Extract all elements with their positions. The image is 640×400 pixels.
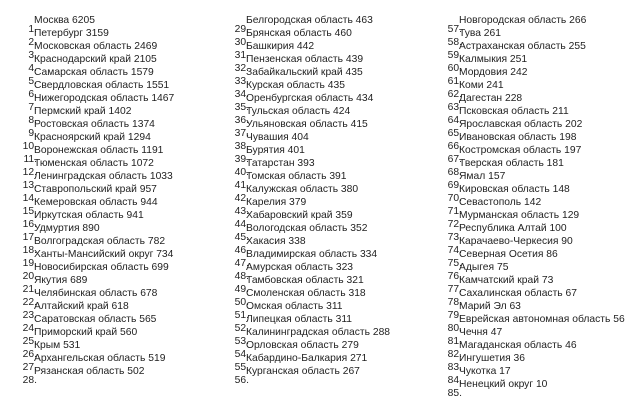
list-item-number-text: 79. xyxy=(447,310,462,321)
list-item-number-text: 16. xyxy=(22,219,37,230)
list-item-label: Хабаровский край 359 xyxy=(246,210,353,221)
list-item-number-text: 6. xyxy=(28,89,37,100)
list-item-label: Удмуртия 890 xyxy=(34,223,100,234)
list-item-label: Ростовская область 1374 xyxy=(34,119,155,130)
list-item-number-text: 35. xyxy=(234,102,249,113)
list-item-number-text: 5. xyxy=(28,76,37,87)
list-item-number-text: 77. xyxy=(447,284,462,295)
list-item-number-text: 74. xyxy=(447,245,462,256)
list-item-number-text: 42. xyxy=(234,193,249,204)
list-item-label: Пермский край 1402 xyxy=(34,106,132,117)
list-item-label: Карачаево-Черкесия 90 xyxy=(459,236,573,247)
list-item-label: Чувашия 404 xyxy=(246,132,309,143)
list-item-label: Крым 531 xyxy=(34,340,81,351)
list-item-label: Тульская область 424 xyxy=(246,106,351,117)
list-item-number-text: 68. xyxy=(447,167,462,178)
list-item-number-text: 7. xyxy=(28,102,37,113)
list-item-number-text: 33. xyxy=(234,76,249,87)
list-item-number-text: 65. xyxy=(447,128,462,139)
list-item-number-text: 43. xyxy=(234,206,249,217)
list-item-label: Карелия 379 xyxy=(246,197,307,208)
list-item-label: Москва 6205 xyxy=(34,15,95,26)
list-item-number-text: 17. xyxy=(22,232,37,243)
list-item-number-text: 60. xyxy=(447,63,462,74)
list-item-number-text: 59. xyxy=(447,50,462,61)
list-item-label: Ханты-Мансийский округ 734 xyxy=(34,249,174,260)
list-item-label: Забайкальский край 435 xyxy=(246,67,363,78)
list-item-number-text: 39. xyxy=(234,154,249,165)
list-item-number-text: 27. xyxy=(22,362,37,373)
list-item-number-text: 32. xyxy=(234,63,249,74)
list-item-label: Новосибирская область 699 xyxy=(34,262,169,273)
list-item-number-text: 29. xyxy=(234,24,249,35)
list-item-number-text: 48. xyxy=(234,271,249,282)
list-item-label: Ненецкий округ 10 xyxy=(459,379,548,390)
list-item-label: Чукотка 17 xyxy=(459,366,511,377)
list-item-number-text: 66. xyxy=(447,141,462,152)
list-item-number-text: 25. xyxy=(22,336,37,347)
list-item-number-text: 84. xyxy=(447,375,462,386)
list-item-number-text: 58. xyxy=(447,37,462,48)
list-item-label: Ямал 157 xyxy=(459,171,506,182)
list-item-number-text: 63. xyxy=(447,102,462,113)
list-item-label: Калининградская область 288 xyxy=(246,327,391,338)
list-item-label: Оренбургская область 434 xyxy=(246,93,374,104)
list-item-label: Севастополь 142 xyxy=(459,197,542,208)
list-item-label: Чечня 47 xyxy=(459,327,503,338)
list-item-number-text: 15. xyxy=(22,206,37,217)
list-item-number-text: 76. xyxy=(447,271,462,282)
list-item-number-text: 11. xyxy=(23,154,37,165)
list-item-label: Хакасия 338 xyxy=(246,236,306,247)
list-item-label: Ивановская область 198 xyxy=(459,132,577,143)
list-item-label: Кабардино-Балкария 271 xyxy=(246,353,368,364)
list-item-number-text: 80. xyxy=(447,323,462,334)
list-item-number-text: 56. xyxy=(234,375,249,386)
list-item-number-text: 36. xyxy=(234,115,249,126)
list-item-label: Тверская область 181 xyxy=(459,158,564,169)
list-item-label: Московская область 2469 xyxy=(34,41,158,52)
list-item-number-text: 62. xyxy=(447,89,462,100)
list-item-label: Еврейская автономная область 56 xyxy=(459,314,625,325)
list-item-label: Краснодарский край 2105 xyxy=(34,54,157,65)
list-item-number-text: 19. xyxy=(22,258,37,269)
list-item-label: Волгоградская область 782 xyxy=(34,236,166,247)
list-item-number-text: 78. xyxy=(447,297,462,308)
list-item-label: Республика Алтай 100 xyxy=(459,223,567,234)
list-item-label: Тюменская область 1072 xyxy=(34,158,154,169)
list-item-label: Башкирия 442 xyxy=(246,41,315,52)
list-item-label: Магаданская область 46 xyxy=(459,340,577,351)
list-item-number-text: 23. xyxy=(22,310,37,321)
list-item-label: Пензенская область 439 xyxy=(246,54,364,65)
list-item-label: Ленинградская область 1033 xyxy=(34,171,173,182)
list-item-number-text: 82. xyxy=(447,349,462,360)
list-item-label: Томская область 391 xyxy=(246,171,347,182)
list-item-number-text: 50. xyxy=(234,297,249,308)
list-item-label: Ингушетия 36 xyxy=(459,353,525,364)
list-item-number-text: 21. xyxy=(22,284,37,295)
list-item-number-text: 2. xyxy=(28,37,37,48)
list-item-number-text: 75. xyxy=(447,258,462,269)
list-item-label: Камчатский край 73 xyxy=(459,275,554,286)
list-item-number-text: 69. xyxy=(447,180,462,191)
list-item-number-text: 1. xyxy=(28,24,37,35)
list-item-label: Ярославская область 202 xyxy=(459,119,583,130)
list-item-label: Дагестан 228 xyxy=(459,93,523,104)
list-item-number-text: 72. xyxy=(447,219,462,230)
list-item-label: Ульяновская область 415 xyxy=(246,119,368,130)
list-item-label: Архангельская область 519 xyxy=(34,353,166,364)
list-item-label: Ставропольский край 957 xyxy=(34,184,157,195)
list-item-number-text: 31. xyxy=(234,50,249,61)
list-item-label: Калужская область 380 xyxy=(246,184,359,195)
list-item-number-text: 34. xyxy=(234,89,249,100)
list-item-number-text: 57. xyxy=(447,24,462,35)
list-item-label: Вологодская область 352 xyxy=(246,223,368,234)
list-item-label: Омская область 311 xyxy=(246,301,343,312)
list-item-label: Курская область 435 xyxy=(246,80,345,91)
list-item-label: Мордовия 242 xyxy=(459,67,528,78)
list-item-label: Бурятия 401 xyxy=(246,145,305,156)
list-item-number-text: 12. xyxy=(22,167,37,178)
list-item-number-text: 28. xyxy=(22,375,37,386)
list-item-label: Коми 241 xyxy=(459,80,504,91)
list-item-number-text: 18. xyxy=(22,245,37,256)
list-item-label: Приморский край 560 xyxy=(34,327,138,338)
list-item-label: Тамбовская область 321 xyxy=(246,275,364,286)
list-item-number-text: 67. xyxy=(447,154,462,165)
list-item-number-text: 52. xyxy=(234,323,249,334)
list-item-label: Липецкая область 311 xyxy=(246,314,353,325)
list-item-number-text: 85. xyxy=(447,388,462,399)
list-item-label: Смоленская область 318 xyxy=(246,288,366,299)
list-item-number-text: 54. xyxy=(234,349,249,360)
list-item-label: Тува 261 xyxy=(459,28,501,39)
list-item-number-text: 81. xyxy=(447,336,462,347)
list-item-label: Рязанская область 502 xyxy=(34,366,145,377)
list-item-label: Красноярский край 1294 xyxy=(34,132,151,143)
list-item-label: Воронежская область 1191 xyxy=(34,145,164,156)
list-item-label: Курганская область 267 xyxy=(246,366,360,377)
list-item-number-text: 53. xyxy=(234,336,249,347)
list-item-number-text: 9. xyxy=(28,128,37,139)
list-item-label: Сахалинская область 67 xyxy=(459,288,577,299)
list-item-label: Калмыкия 251 xyxy=(459,54,528,65)
list-item-number-text: 24. xyxy=(22,323,37,334)
list-item-number-text: 14. xyxy=(22,193,37,204)
list-item-label: Амурская область 323 xyxy=(246,262,354,273)
list-item-number-text: 44. xyxy=(234,219,249,230)
list-item-label: Саратовская область 565 xyxy=(34,314,157,325)
list-item-label: Кировская область 148 xyxy=(459,184,570,195)
list-item-number-text: 46. xyxy=(234,245,249,256)
list-item-number-text: 83. xyxy=(447,362,462,373)
list-item-number-text: 51. xyxy=(234,310,249,321)
list-item-number-text: 8. xyxy=(28,115,37,126)
list-item-number-text: 40. xyxy=(234,167,249,178)
list-item-label: Челябинская область 678 xyxy=(34,288,158,299)
list-item-label: Кемеровская область 944 xyxy=(34,197,158,208)
list-item-label: Татарстан 393 xyxy=(246,158,315,169)
list-item-number-text: 64. xyxy=(447,115,462,126)
list-item-label: Мурманская область 129 xyxy=(459,210,580,221)
list-item-label: Астраханская область 255 xyxy=(459,41,586,52)
list-item-number-text: 71. xyxy=(447,206,462,217)
list-item-label: Костромская область 197 xyxy=(459,145,582,156)
list-item-label: Владимирская область 334 xyxy=(246,249,378,260)
list-item-label: Алтайский край 618 xyxy=(34,301,129,312)
list-item-number-text: 55. xyxy=(234,362,249,373)
list-item-label: Марий Эл 63 xyxy=(459,301,521,312)
list-item-number-text: 26. xyxy=(22,349,37,360)
list-item-number-text: 41. xyxy=(234,180,249,191)
list-item-label: Брянская область 460 xyxy=(246,28,352,39)
list-item-number-text: 45. xyxy=(234,232,249,243)
list-item-number-text: 70. xyxy=(447,193,462,204)
list-item-number-text: 13. xyxy=(22,180,37,191)
list-item-number-text: 30. xyxy=(234,37,249,48)
list-item-number-text: 73. xyxy=(447,232,462,243)
list-item-number-text: 47. xyxy=(234,258,249,269)
list-item-label: Орловская область 279 xyxy=(246,340,359,351)
list-item-number-text: 3. xyxy=(28,50,37,61)
list-item-label: Якутия 689 xyxy=(34,275,88,286)
list-item-label: Северная Осетия 86 xyxy=(459,249,558,260)
list-item-label: Самарская область 1579 xyxy=(34,67,154,78)
list-item-label: Адыгея 75 xyxy=(459,262,509,273)
list-item-label: Новгородская область 266 xyxy=(459,15,587,26)
list-item-label: Свердловская область 1551 xyxy=(34,80,170,91)
list-item-number-text: 10. xyxy=(22,141,37,152)
list-item-number-text: 38. xyxy=(234,141,249,152)
list-item-number-text: 49. xyxy=(234,284,249,295)
list-item-label: Белгородская область 463 xyxy=(246,15,373,26)
list-item-number-text: 61. xyxy=(447,76,462,87)
list-item-number-text: 4. xyxy=(28,63,37,74)
list-item-label: Псковская область 211 xyxy=(459,106,569,117)
list-item-label: Петербург 3159 xyxy=(34,28,109,39)
list-item-number-text: 37. xyxy=(234,128,249,139)
list-item-number-text: 22. xyxy=(22,297,37,308)
list-item-label: Иркутская область 941 xyxy=(34,210,144,221)
list-item-label: Нижегородская область 1467 xyxy=(34,93,175,104)
list-item-number-text: 20. xyxy=(22,271,37,282)
